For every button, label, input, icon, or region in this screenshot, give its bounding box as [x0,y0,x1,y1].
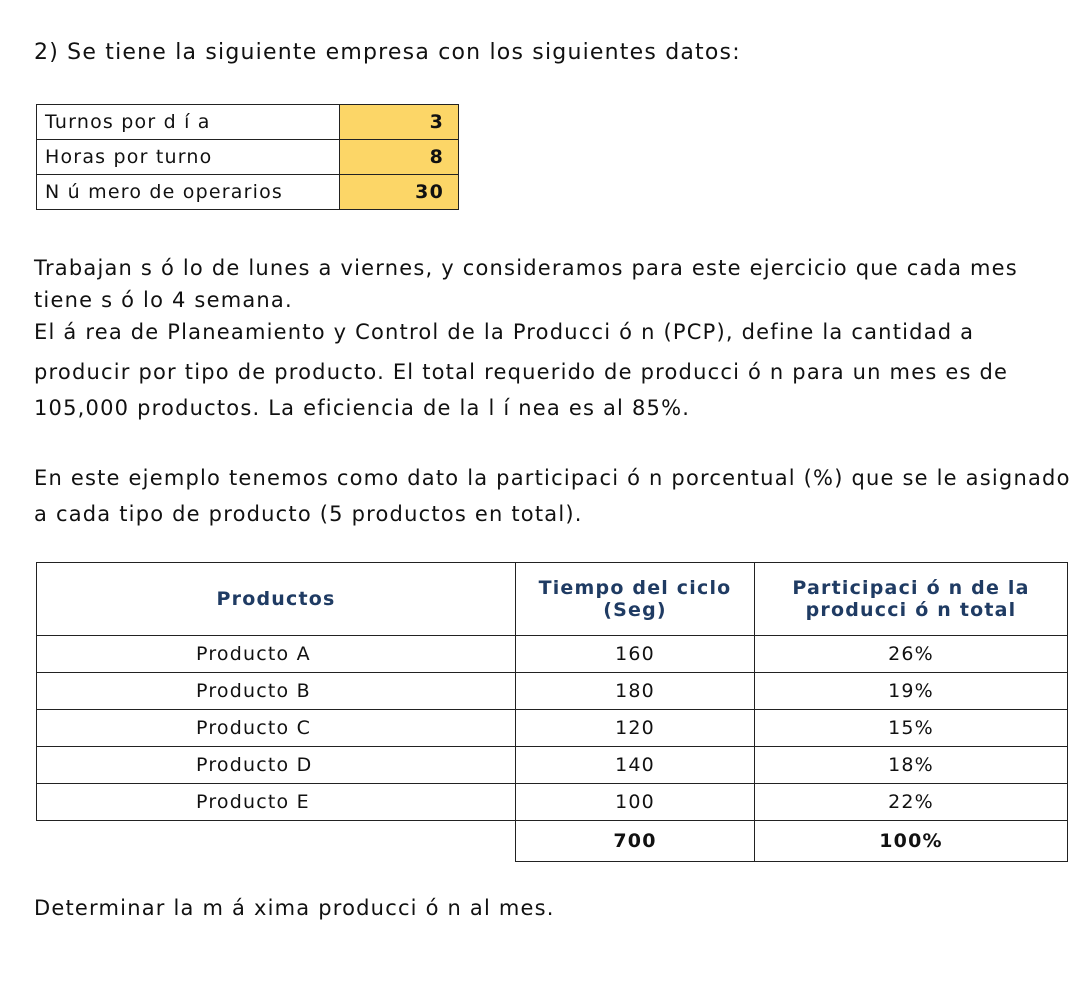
total-share: 100% [755,821,1068,862]
production-share: 26% [755,636,1068,673]
table-row [37,636,1068,673]
header-share-line1: Participaci ó n de la [792,577,1030,599]
param-label: Horas por turno [37,140,340,175]
totals-blank-cell [37,821,516,862]
production-share: 18% [755,747,1068,784]
cycle-time: 180 [516,673,755,710]
param-label: Turnos por d í a [37,105,340,140]
parameters-table [36,104,459,210]
table-row [37,140,459,175]
cycle-time: 120 [516,710,755,747]
product-name: Producto A [196,643,311,665]
header-share [755,563,1068,636]
totals-row [37,821,1068,862]
header-products: Productos [37,563,516,636]
table-row [37,784,1068,821]
products-table [36,562,1068,862]
header-share-line2: producci ó n total [805,599,1017,621]
total-cycle-time: 700 [516,821,755,862]
production-share: 19% [755,673,1068,710]
product-name: Producto E [196,791,310,813]
table-row [37,747,1068,784]
product-name: Producto B [196,680,311,702]
exercise-heading: 2) Se tiene la siguiente empresa con los siguientes datos: [34,40,741,65]
product-name: Producto D [196,754,313,776]
product-name: Producto C [196,717,312,739]
param-value: 3 [340,105,459,140]
paragraph-line: a cada tipo de producto (5 productos en total). [34,502,583,526]
param-label: N ú mero de operarios [37,175,340,210]
header-cycle-line1: Tiempo del ciclo [538,577,732,599]
table-row [37,710,1068,747]
paragraph-line: El á rea de Planeamiento y Control de la Producci ó n (PCP), define la cantidad a [34,320,975,344]
production-share: 22% [755,784,1068,821]
question-line: Determinar la m á xima producci ó n al mes. [34,896,555,920]
paragraph-line: En este ejemplo tenemos como dato la participaci ó n porcentual (%) que se le asignado [34,466,1071,490]
paragraph-line: producir por tipo de producto. El total requerido de producci ó n para un mes es de [34,360,1009,384]
table-header-row [37,563,1068,636]
cycle-time: 100 [516,784,755,821]
paragraph-line: tiene s ó lo 4 semana. [34,288,293,312]
table-row [37,673,1068,710]
production-share: 15% [755,710,1068,747]
header-cycle-time [516,563,755,636]
table-row [37,105,459,140]
table-row [37,175,459,210]
header-cycle-line2: (Seg) [603,599,667,621]
paragraph-line: 105,000 productos. La eficiencia de la l í nea es al 85%. [34,396,691,420]
param-value: 8 [340,140,459,175]
cycle-time: 160 [516,636,755,673]
param-value: 30 [340,175,459,210]
paragraph-line: Trabajan s ó lo de lunes a viernes, y consideramos para este ejercicio que cada mes [34,256,1018,280]
cycle-time: 140 [516,747,755,784]
